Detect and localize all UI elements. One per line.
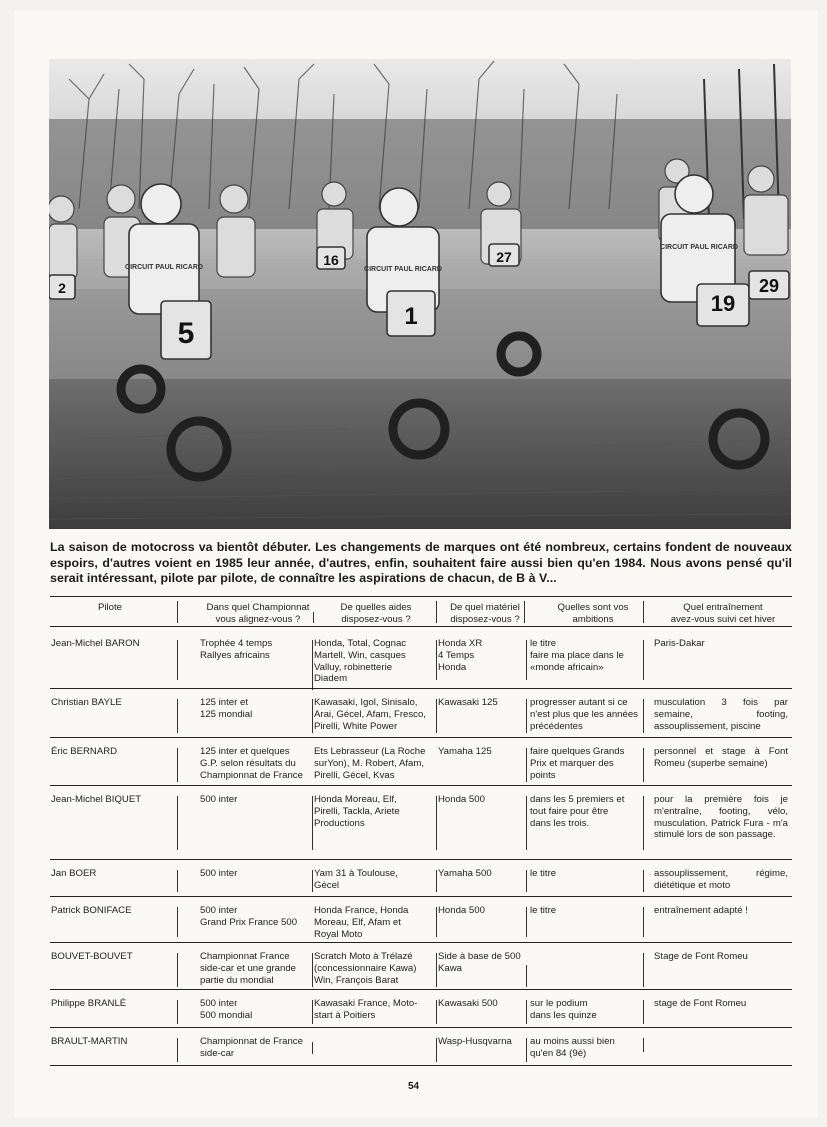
header-entrainement: Quel entraînement avez-vous suivi cet hiver (670, 602, 776, 625)
cell-championnat: 500 inter (200, 794, 238, 805)
cell-ambitions: faire quelques Grands Prix et marquer des points (530, 746, 625, 781)
cell-materiel: Wasp-Husqvarna (438, 1036, 512, 1047)
bib-number: 2 (58, 280, 66, 296)
column-separator (436, 601, 437, 623)
cell-ambitions: le titre (530, 905, 557, 916)
column-separator (312, 699, 313, 733)
cell-ambitions: le titre (530, 868, 557, 879)
column-separator (312, 870, 313, 892)
cell-pilote: Éric BERNARD (51, 746, 118, 757)
cell-entrainement: Stage de Font Romeu (654, 951, 748, 962)
column-separator (436, 953, 437, 987)
column-separator (177, 1038, 178, 1062)
column-separator (436, 1000, 437, 1024)
column-separator (312, 796, 313, 850)
table-header-rule (50, 626, 792, 627)
cell-materiel: Yamaha 500 (438, 868, 492, 879)
cell-materiel: Kawasaki 500 (438, 998, 498, 1009)
column-separator (177, 1000, 178, 1024)
table-row (50, 738, 792, 786)
cell-ambitions: sur le podium dans les quinze (530, 998, 597, 1021)
column-separator (526, 1000, 527, 1024)
cell-aides: Honda Moreau, Elf, Pirelli, Tackla, Ariete Productions (314, 794, 400, 829)
intro-caption: La saison de motocross va bientôt débuter. Les changements de marques ont été nombreux, certains fondent de nouveaux espoirs, d'autres voient en 1985 leur année, d'autres, enfin, souhaitent faire aussi bien qu'en 1984. Nous avons pensé qu'il serait intéressant, pilote par pilote, de connaître les aspirations de chacun, de B à V... (50, 540, 792, 585)
bib-number: 5 (177, 317, 195, 350)
column-separator (643, 699, 644, 733)
cell-pilote: Christian BAYLE (51, 697, 122, 708)
table-row (50, 860, 792, 900)
column-separator (643, 601, 644, 623)
cell-entrainement: musculation 3 fois par semaine, footing, assouplissement, piscine (654, 697, 788, 732)
column-separator (177, 796, 178, 850)
column-separator (312, 640, 313, 690)
cell-entrainement: personnel et stage à Font Romeu (superbe semaine) (654, 746, 788, 769)
cell-aides: Kawasaki, Igol, Sinisalo, Arai, Gécel, Afam, Fresco, Pirelli, White Power (314, 697, 426, 732)
cell-materiel: Kawasaki 125 (438, 697, 498, 708)
column-separator (436, 870, 437, 892)
cell-ambitions: progresser autant si ce n'est plus que les années précédentes (530, 697, 638, 732)
cell-materiel: Honda 500 (438, 905, 485, 916)
column-separator (526, 748, 527, 782)
cell-pilote: Jean-Michel BIQUET (51, 794, 142, 805)
column-separator (526, 907, 527, 937)
cell-aides: Kawasaki France, Moto- start à Poitiers (314, 998, 418, 1021)
cell-championnat: 500 inter (200, 868, 238, 879)
cell-championnat: 500 inter 500 mondial (200, 998, 253, 1021)
cell-entrainement: pour la première fois je m'entraîne, footing, vélo, musculation. Patrick Fura - m'a stimulé lors de son passage. (654, 794, 788, 841)
column-separator (436, 796, 437, 850)
cell-championnat: Trophée 4 temps Rallyes africains (200, 638, 273, 661)
header-aides: De quelles aides disposez-vous ? (340, 602, 412, 625)
cell-pilote: Philippe BRANLÉ (51, 998, 127, 1009)
column-separator (436, 907, 437, 937)
header-pilote: Pilote (98, 602, 122, 613)
cell-ambitions: le titre faire ma place dans le «monde africain» (530, 638, 624, 673)
cell-entrainement: Paris-Dakar (654, 638, 705, 649)
column-separator (526, 699, 527, 733)
column-separator (177, 640, 178, 680)
column-separator (526, 1038, 527, 1062)
cell-aides: Scratch Moto à Trélazé (concessionnaire Kawa) Win, François Barat (314, 951, 417, 986)
column-separator (643, 748, 644, 782)
jersey-text: CIRCUIT PAUL RICARD (125, 264, 203, 271)
cell-aides: Ets Lebrasseur (La Roche surYon), M. Robert, Afam, Pirelli, Gécel, Kvas (314, 746, 426, 781)
column-separator (436, 640, 437, 680)
jersey-text: CIRCUIT PAUL RICARD (660, 244, 738, 251)
table-row (50, 943, 792, 993)
cell-pilote: Jean-Michel BARON (51, 638, 140, 649)
table-row (50, 1028, 792, 1068)
header-materiel: De quel matériel disposez-vous ? (450, 602, 520, 625)
bib-number: 16 (323, 252, 339, 268)
cell-entrainement: assouplissement, régime, diététique et moto (654, 868, 788, 891)
page-number: 54 (407, 1081, 420, 1092)
column-separator (177, 907, 178, 937)
cell-championnat: 125 inter et 125 mondial (200, 697, 253, 720)
cell-pilote: Patrick BONIFACE (51, 905, 132, 916)
table-row (50, 630, 792, 688)
table-bottom-rule (50, 1065, 792, 1066)
header-ambitions: Quelles sont vos ambitions (557, 602, 629, 625)
column-separator (177, 870, 178, 892)
cell-championnat: 500 inter Grand Prix France 500 (200, 905, 298, 928)
cell-championnat: 125 inter et quelques G.P. selon résultats du Championnat de France (200, 746, 303, 781)
table-row (50, 990, 792, 1030)
column-separator (312, 1042, 313, 1054)
column-separator (526, 796, 527, 850)
column-separator (436, 1038, 437, 1062)
cell-aides: Yam 31 à Toulouse, Gécel (314, 868, 398, 891)
column-separator (643, 953, 644, 987)
column-separator (177, 699, 178, 733)
header-championnat: Dans quel Championnat vous alignez-vous ? (206, 602, 310, 625)
cell-pilote: BRAULT-MARTIN (51, 1036, 128, 1047)
cell-entrainement: stage de Font Romeu (654, 998, 747, 1009)
column-separator (526, 965, 527, 987)
column-separator (313, 612, 314, 623)
cell-championnat: Championnat France side-car et une grande partie du mondial (200, 951, 296, 986)
column-separator (312, 953, 313, 987)
column-separator (643, 907, 644, 937)
column-separator (177, 748, 178, 782)
cell-materiel: Side à base de 500 Kawa (438, 951, 521, 974)
bib-number: 29 (758, 276, 780, 296)
column-separator (643, 1000, 644, 1024)
cell-materiel: Honda 500 (438, 794, 485, 805)
cell-pilote: Jan BOER (51, 868, 97, 879)
column-separator (643, 870, 644, 892)
table-row (50, 897, 792, 945)
column-separator (312, 1000, 313, 1024)
cell-aides: Honda, Total, Cognac Martell, Win, casques Valluy, robinetterie Diadem (314, 638, 407, 685)
cell-entrainement: entraînement adapté ! (654, 905, 748, 916)
cell-ambitions: au moins aussi bien qu'en 84 (9è) (530, 1036, 615, 1059)
column-separator (526, 870, 527, 892)
cell-aides: Honda France, Honda Moreau, Elf, Afam et Royal Moto (314, 905, 409, 940)
cell-materiel: Honda XR 4 Temps Honda (438, 638, 483, 673)
column-separator (177, 953, 178, 987)
bib-number: 27 (496, 249, 512, 265)
column-separator (177, 601, 178, 623)
column-separator (526, 640, 527, 680)
cell-pilote: BOUVET-BOUVET (51, 951, 133, 962)
cell-championnat: Championnat de France side-car (200, 1036, 303, 1059)
cell-ambitions: dans les 5 premiers et tout faire pour être dans les trois. (530, 794, 625, 829)
column-separator (524, 601, 525, 623)
column-separator (436, 699, 437, 733)
table-top-rule (50, 596, 792, 597)
bib-number: 19 (710, 291, 736, 316)
column-separator (643, 1038, 644, 1052)
cell-materiel: Yamaha 125 (438, 746, 492, 757)
column-separator (643, 640, 644, 680)
jersey-text: CIRCUIT PAUL RICARD (364, 266, 442, 273)
column-separator (643, 796, 644, 850)
bib-number: 1 (404, 303, 418, 330)
table-row (50, 786, 792, 854)
table-row (50, 689, 792, 741)
motocross-photo (49, 59, 791, 529)
